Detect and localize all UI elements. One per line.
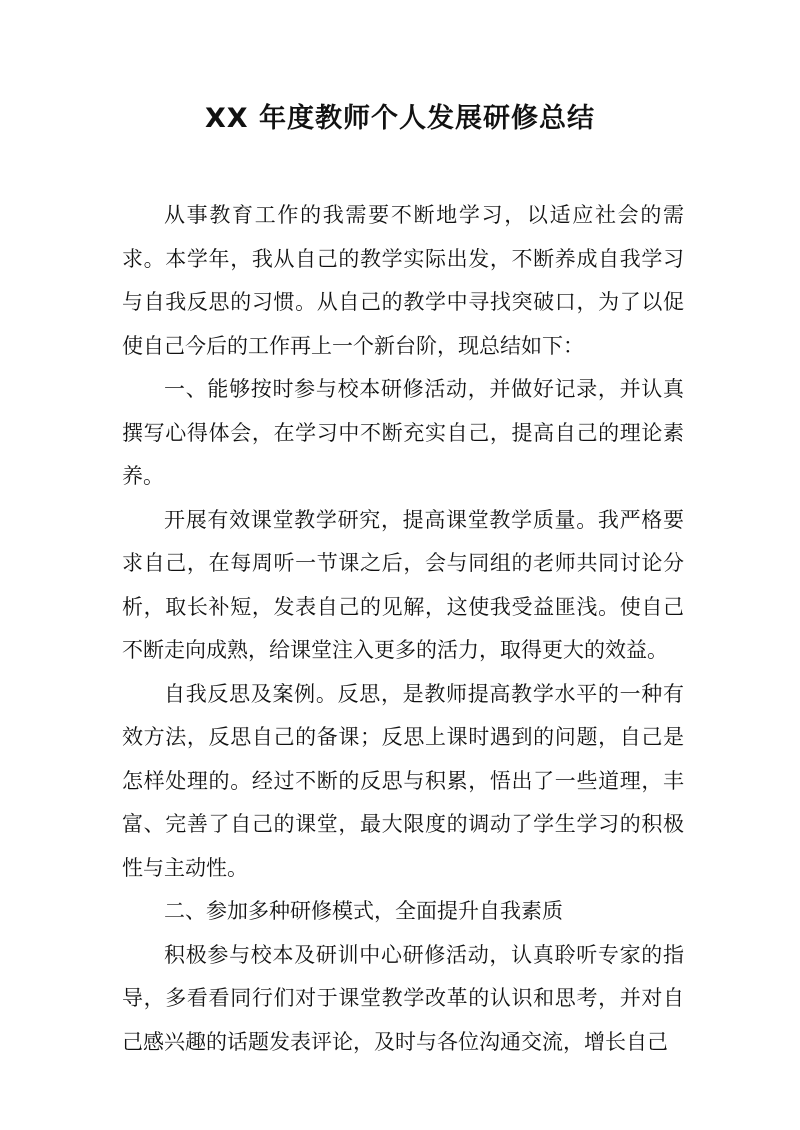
paragraph-section-two-heading: 二、参加多种研修模式，全面提升自我素质: [164, 899, 563, 923]
paragraph-section-one: 一、能够按时参与校本研修活动，并做好记录，并认真撰写心得体会，在学习中不断充实自己，提高自己的理论素养。: [122, 377, 684, 488]
document-body: [122, 194, 684, 1064]
document-title: XX 年度教师个人发展研修总结: [204, 103, 596, 134]
paragraph-intro: 从事教育工作的我需要不断地学习，以适应社会的需求。本学年，我从自己的教学实际出发，不断养成自我学习与自我反思的习惯。从自己的教学中寻找突破口，为了以促使自己今后的工作再上一个新台阶，现总结如下：: [122, 203, 684, 358]
paragraph-self-reflection: 自我反思及案例。反思，是教师提高教学水平的一种有效方法，反思自己的备课；反思上课时遇到的问题，自己是怎样处理的。经过不断的反思与积累，悟出了一些道理，丰富、完善了自己的课堂，最大限度的调动了学生学习的积极性与主动性。: [122, 681, 684, 880]
paragraph-classroom-research: 开展有效课堂教学研究，提高课堂教学质量。我严格要求自己，在每周听一节课之后，会与同组的老师共同讨论分析，取长补短，发表自己的见解，这使我受益匪浅。使自己不断走向成熟，给课堂注入更多的活力，取得更大的效益。: [122, 507, 684, 662]
paragraph-participation: 积极参与校本及研训中心研修活动，认真聆听专家的指导，多看看同行们对于课堂教学改革的认识和思考，并对自己感兴趣的话题发表评论，及时与各位沟通交流，增长自己: [122, 942, 684, 1054]
